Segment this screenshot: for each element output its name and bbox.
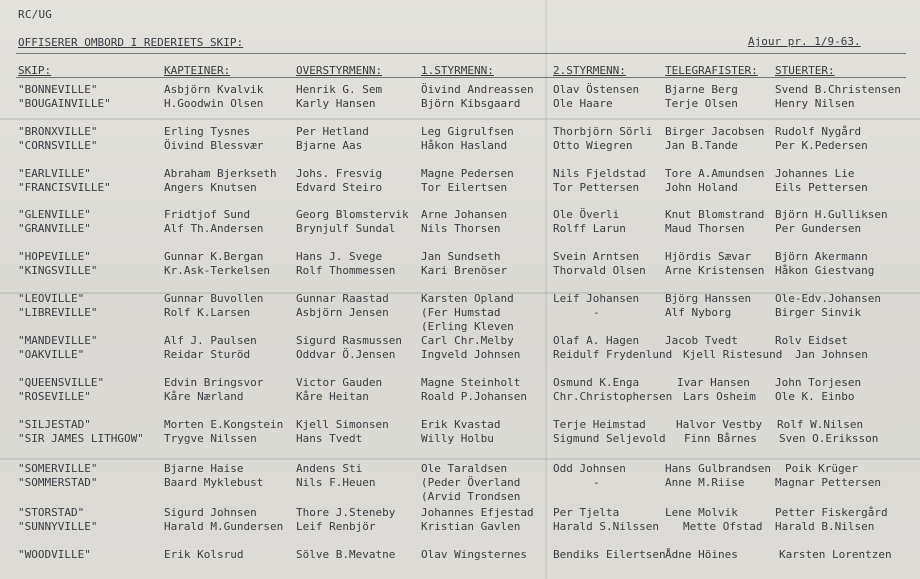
overstyrmann-cell: Rolf Thommessen <box>296 264 396 277</box>
kaptein-cell: Morten E.Kongstein <box>164 418 284 431</box>
kaptein-cell: Edvin Bringsvor <box>164 376 264 389</box>
overstyrmann-cell: Gunnar Raastad <box>296 292 389 305</box>
ship-name: "WOODVILLE" <box>18 548 91 561</box>
telegrafist-cell: Anne M.Riise <box>665 476 745 489</box>
styrmann-2-cell: Sigmund Seljevold <box>553 432 666 445</box>
paper-fold <box>0 458 920 460</box>
overstyrmann-cell: Sigurd Rasmussen <box>296 334 402 347</box>
column-header-kapteiner: KAPTEINER: <box>164 64 231 77</box>
styrmann-1-cell: Björn Kibsgaard <box>421 97 521 110</box>
styrmann-1-cell: Arne Johansen <box>421 208 508 221</box>
telegrafist-cell: Björg Hanssen <box>665 292 752 305</box>
stuert-cell: Petter Fiskergård <box>775 506 888 519</box>
stuert-cell: Ole K. Einbo <box>775 390 855 403</box>
overstyrmann-cell: Kjell Simonsen <box>296 418 389 431</box>
overstyrmann-cell: Andens Sti <box>296 462 363 475</box>
styrmann-1-cell: Johannes Efjestad <box>421 506 534 519</box>
styrmann-2-cell: Thorvald Olsen <box>553 264 646 277</box>
overstyrmann-cell: Johs. Fresvig <box>296 167 383 180</box>
styrmann-1-cell: Ole Taraldsen <box>421 462 508 475</box>
kaptein-cell: Trygve Nilssen <box>164 432 257 445</box>
overstyrmann-cell: Sölve B.Mevatne <box>296 548 396 561</box>
kaptein-cell: Kåre Nærland <box>164 390 244 403</box>
telegrafist-cell: Bjarne Berg <box>665 83 738 96</box>
overstyrmann-cell: Kåre Heitan <box>296 390 369 403</box>
styrmann-2-cell: Olav Östensen <box>553 83 640 96</box>
telegrafist-cell: Arne Kristensen <box>665 264 765 277</box>
telegrafist-cell: Terje Olsen <box>665 97 738 110</box>
styrmann-1-cell: Leg Gigrulfsen <box>421 125 514 138</box>
kaptein-cell: Asbjörn Kvalvik <box>164 83 264 96</box>
styrmann-2-cell: Nils Fjeldstad <box>553 167 646 180</box>
styrmann-2-cell: Otto Wiegren <box>553 139 633 152</box>
overstyrmann-cell: Hans Tvedt <box>296 432 363 445</box>
document-title: OFFISERER OMBORD I REDERIETS SKIP: <box>18 36 244 49</box>
overstyrmann-cell: Karly Hansen <box>296 97 376 110</box>
overstyrmann-cell: Leif Renbjör <box>296 520 376 533</box>
ship-name: "KINGSVILLE" <box>18 264 98 277</box>
kaptein-cell: Erik Kolsrud <box>164 548 244 561</box>
styrmann-2-cell: - <box>593 476 600 489</box>
telegrafist-cell: Tore A.Amundsen <box>665 167 765 180</box>
styrmann-2-cell: Ole Haare <box>553 97 613 110</box>
styrmann-1-cell: Roald P.Johansen <box>421 390 527 403</box>
stuert-cell: Henry Nilsen <box>775 97 855 110</box>
overstyrmann-cell: Henrik G. Sem <box>296 83 383 96</box>
stuert-cell: Björn Akermann <box>775 250 868 263</box>
ship-name: "EARLVILLE" <box>18 167 91 180</box>
kaptein-cell: Fridtjof Sund <box>164 208 251 221</box>
styrmann-1-cell: Kristian Gavlen <box>421 520 521 533</box>
ship-name: "OAKVILLE" <box>18 348 85 361</box>
telegrafist-cell: Finn Bårnes <box>684 432 757 445</box>
stuert-cell: Magnar Pettersen <box>775 476 881 489</box>
telegrafist-cell: Lene Molvik <box>665 506 738 519</box>
overstyrmann-cell: Oddvar Ö.Jensen <box>296 348 396 361</box>
stuert-cell: Per K.Pedersen <box>775 139 868 152</box>
telegrafist-cell: Halvor Vestby <box>676 418 763 431</box>
styrmann-2-cell: Chr.Christophersen <box>553 390 673 403</box>
kaptein-cell: Angers Knutsen <box>164 181 257 194</box>
kaptein-cell: Abraham Bjerkseth <box>164 167 277 180</box>
ship-name: "GRANVILLE" <box>18 222 91 235</box>
kaptein-cell: Alf Th.Andersen <box>164 222 264 235</box>
kaptein-cell: Harald M.Gundersen <box>164 520 284 533</box>
styrmann-2-cell: Osmund K.Enga <box>553 376 640 389</box>
styrmann-2-cell: Tor Pettersen <box>553 181 640 194</box>
kaptein-cell: Erling Tysnes <box>164 125 251 138</box>
ship-name: "BONNEVILLE" <box>18 83 98 96</box>
paper-fold <box>545 0 547 579</box>
styrmann-2-cell: Terje Heimstad <box>553 418 646 431</box>
stuert-cell: Poik Krüger <box>785 462 858 475</box>
stuert-cell: Per Gundersen <box>775 222 862 235</box>
styrmann-1-cell: Olav Wingsternes <box>421 548 527 561</box>
styrmann-2-cell: Per Tjelta <box>553 506 620 519</box>
telegrafist-cell: Knut Blomstrand <box>665 208 765 221</box>
telegrafist-cell: Alf Nyborg <box>665 306 732 319</box>
stuert-cell: Sven O.Eriksson <box>779 432 879 445</box>
ship-name: "ROSEVILLE" <box>18 390 91 403</box>
column-header-skip: SKIP: <box>18 64 52 77</box>
stuert-cell: Rudolf Nygård <box>775 125 862 138</box>
overstyrmann-cell: Per Hetland <box>296 125 369 138</box>
styrmann-2-cell: Svein Arntsen <box>553 250 640 263</box>
overstyrmann-cell: Georg Blomstervik <box>296 208 409 221</box>
column-header-2-styrmenn: 2.STYRMENN: <box>553 64 626 77</box>
overstyrmann-cell: Thore J.Steneby <box>296 506 396 519</box>
styrmann-1-cell: (Peder Överland <box>421 476 521 489</box>
ship-name: "MANDEVILLE" <box>18 334 98 347</box>
column-header-telegrafister: TELEGRAFISTER: <box>665 64 758 77</box>
ship-name: "SUNNYVILLE" <box>18 520 98 533</box>
telegrafist-cell: Ådne Höines <box>665 548 738 561</box>
telegrafist-cell: Mette Ofstad <box>683 520 763 533</box>
styrmann-1-cell: Erik Kvastad <box>421 418 501 431</box>
column-header-stuerter: STUERTER: <box>775 64 835 77</box>
styrmann-2-cell: Odd Johnsen <box>553 462 626 475</box>
overstyrmann-cell: Hans J. Svege <box>296 250 383 263</box>
document-date: Ajour pr. 1/9-63. <box>748 35 861 48</box>
styrmann-1-cell: Kari Brenöser <box>421 264 508 277</box>
styrmann-1-cell: (Arvid Trondsen <box>421 490 521 503</box>
stuert-cell: Harald B.Nilsen <box>775 520 875 533</box>
stuert-cell: Johannes Lie <box>775 167 855 180</box>
telegrafist-cell: Lars Osheim <box>683 390 756 403</box>
document-reference: RC/UG <box>18 8 53 21</box>
ship-name: "BRONXVILLE" <box>18 125 98 138</box>
styrmann-2-cell: Olaf A. Hagen <box>553 334 640 347</box>
stuert-cell: Rolv Eidset <box>775 334 848 347</box>
styrmann-1-cell: Öivind Andreassen <box>421 83 534 96</box>
ship-name: "BOUGAINVILLE" <box>18 97 111 110</box>
kaptein-cell: Bjarne Haise <box>164 462 244 475</box>
ship-name: "QUEENSVILLE" <box>18 376 105 389</box>
stuert-cell: Jan Johnsen <box>795 348 868 361</box>
header-rule <box>16 53 906 54</box>
stuert-cell: Håkon Giestvang <box>775 264 875 277</box>
styrmann-2-cell: Reidulf Frydenlund <box>553 348 673 361</box>
telegrafist-cell: Hjördis Sævar <box>665 250 752 263</box>
styrmann-1-cell: Nils Thorsen <box>421 222 501 235</box>
ship-name: "SOMMERSTAD" <box>18 476 98 489</box>
styrmann-1-cell: Tor Eilertsen <box>421 181 508 194</box>
overstyrmann-cell: Nils F.Heuen <box>296 476 376 489</box>
kaptein-cell: Gunnar Buvollen <box>164 292 264 305</box>
kaptein-cell: Sigurd Johnsen <box>164 506 257 519</box>
ship-name: "LIBREVILLE" <box>18 306 98 319</box>
ship-name: "LEOVILLE" <box>18 292 85 305</box>
styrmann-1-cell: Willy Holbu <box>421 432 494 445</box>
kaptein-cell: Alf J. Paulsen <box>164 334 257 347</box>
styrmann-2-cell: Ole Överli <box>553 208 620 221</box>
styrmann-2-cell: Leif Johansen <box>553 292 640 305</box>
kaptein-cell: Reidar Sturöd <box>164 348 251 361</box>
ship-name: "STORSTAD" <box>18 506 85 519</box>
kaptein-cell: Baard Myklebust <box>164 476 264 489</box>
stuert-cell: Karsten Lorentzen <box>779 548 892 561</box>
overstyrmann-cell: Victor Gauden <box>296 376 383 389</box>
styrmann-1-cell: Carl Chr.Melby <box>421 334 514 347</box>
column-header-overstyrmenn: OVERSTYRMENN: <box>296 64 383 77</box>
styrmann-1-cell: (Erling Kleven <box>421 320 514 333</box>
telegrafist-cell: Jacob Tvedt <box>665 334 738 347</box>
stuert-cell: Rolf W.Nilsen <box>777 418 864 431</box>
ship-name: "SIR JAMES LITHGOW" <box>18 432 144 445</box>
telegrafist-cell: John Holand <box>665 181 738 194</box>
stuert-cell: Björn H.Gulliksen <box>775 208 888 221</box>
overstyrmann-cell: Asbjörn Jensen <box>296 306 389 319</box>
overstyrmann-cell: Brynjulf Sundal <box>296 222 396 235</box>
styrmann-2-cell: Bendiks Eilertsen <box>553 548 666 561</box>
overstyrmann-cell: Edvard Steiro <box>296 181 383 194</box>
styrmann-1-cell: (Fer Humstad <box>421 306 501 319</box>
column-header-rule <box>16 77 906 78</box>
styrmann-1-cell: Jan Sundseth <box>421 250 501 263</box>
telegrafist-cell: Ivar Hansen <box>677 376 750 389</box>
telegrafist-cell: Kjell Ristesund <box>683 348 783 361</box>
styrmann-1-cell: Håkon Hasland <box>421 139 508 152</box>
stuert-cell: Birger Sinvik <box>775 306 862 319</box>
kaptein-cell: Rolf K.Larsen <box>164 306 251 319</box>
ship-name: "GLENVILLE" <box>18 208 91 221</box>
styrmann-2-cell: Harald S.Nilssen <box>553 520 659 533</box>
kaptein-cell: Kr.Ask-Terkelsen <box>164 264 270 277</box>
column-header-1-styrmenn: 1.STYRMENN: <box>421 64 494 77</box>
overstyrmann-cell: Bjarne Aas <box>296 139 363 152</box>
styrmann-2-cell: Rolff Larun <box>553 222 626 235</box>
kaptein-cell: H.Goodwin Olsen <box>164 97 264 110</box>
styrmann-1-cell: Magne Pedersen <box>421 167 514 180</box>
kaptein-cell: Öivind Blessvær <box>164 139 264 152</box>
stuert-cell: Eils Pettersen <box>775 181 868 194</box>
styrmann-2-cell: Thorbjörn Sörli <box>553 125 653 138</box>
ship-name: "SILJESTAD" <box>18 418 91 431</box>
styrmann-1-cell: Magne Steinholt <box>421 376 521 389</box>
ship-name: "CORNSVILLE" <box>18 139 98 152</box>
styrmann-2-cell: - <box>593 306 600 319</box>
stuert-cell: Svend B.Christensen <box>775 83 901 96</box>
ship-name: "SOMERVILLE" <box>18 462 98 475</box>
ship-name: "HOPEVILLE" <box>18 250 91 263</box>
styrmann-1-cell: Karsten Opland <box>421 292 514 305</box>
telegrafist-cell: Hans Gulbrandsen <box>665 462 771 475</box>
telegrafist-cell: Birger Jacobsen <box>665 125 765 138</box>
stuert-cell: John Torjesen <box>775 376 862 389</box>
kaptein-cell: Gunnar K.Bergan <box>164 250 264 263</box>
ship-name: "FRANCISVILLE" <box>18 181 111 194</box>
telegrafist-cell: Jan B.Tande <box>665 139 738 152</box>
stuert-cell: Ole-Edv.Johansen <box>775 292 881 305</box>
styrmann-1-cell: Ingveld Johnsen <box>421 348 521 361</box>
paper-fold <box>0 118 920 120</box>
telegrafist-cell: Maud Thorsen <box>665 222 745 235</box>
